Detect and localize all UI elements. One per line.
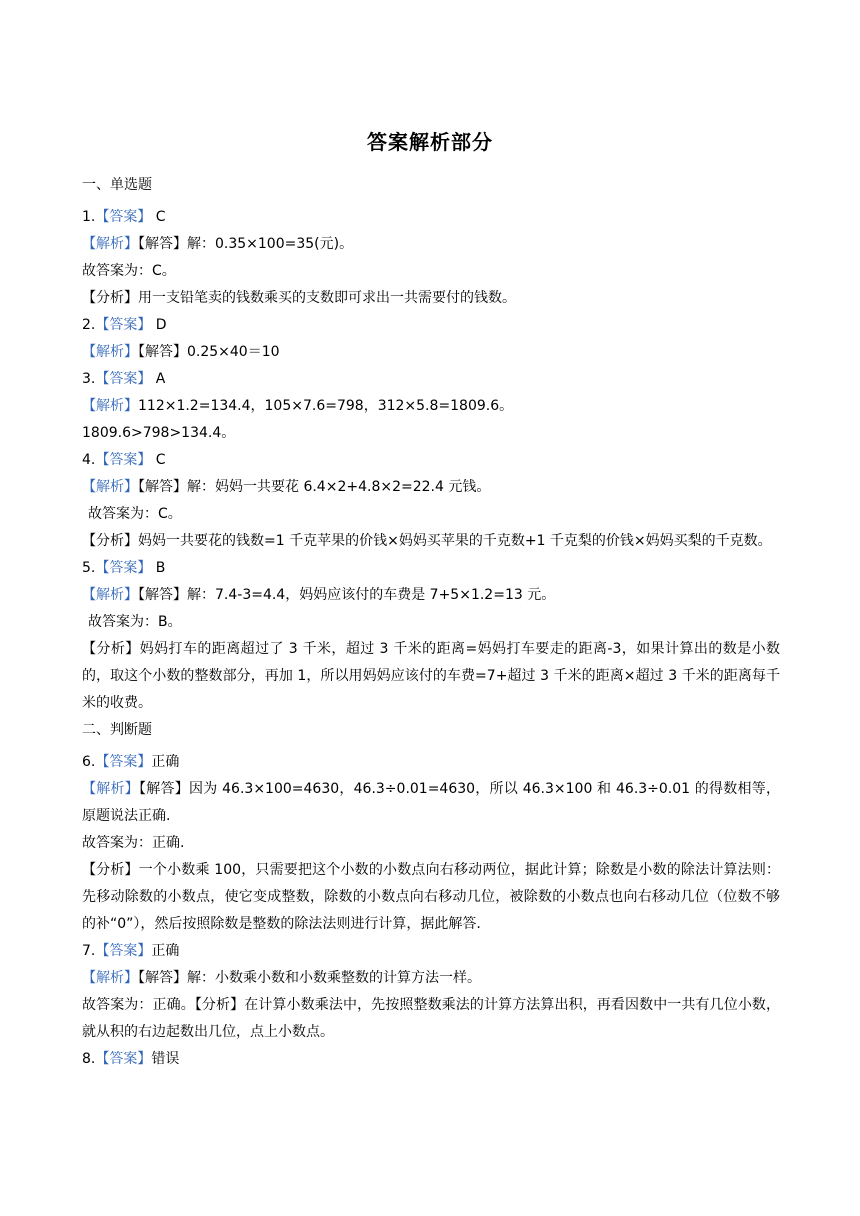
q6-explain-text: 一个小数乘 100，只需要把这个小数的小数点向右移动两位，据此计算；除数是小数的除法计算法则：先移动除数的小数点，使它变成整数，除数的小数点向右移动几位，被除数的小数点也向右移动几位（位数不够的补“0”），然后按照除数是整数的除法法则进行计算，据此解答. (82, 862, 781, 932)
detail-tag: 【解答】 (138, 970, 187, 986)
q4-analysis-text: 解：妈妈一共要花 6.4×2+4.8×2=22.4 元钱。 (187, 479, 491, 495)
analysis-tag: 【解析】 (82, 970, 138, 986)
q2-analysis-text: 0.25×40＝10 (187, 344, 280, 360)
answer-tag: 【答案】 (95, 209, 152, 225)
analysis-tag: 【解析】 (82, 781, 139, 797)
q7-conclusion: 故答案为：正确。 (82, 997, 195, 1013)
q6-explain (82, 857, 780, 938)
q7-analysis-text: 解：小数乘小数和小数乘整数的计算方法一样。 (187, 970, 481, 986)
q4-answer-value: C (151, 452, 166, 468)
answer-tag: 【答案】 (95, 560, 152, 576)
q1-analysis-text: 解：0.35×100=35(元)。 (187, 236, 354, 252)
q4-answer (82, 447, 780, 474)
q7-answer (82, 938, 780, 965)
q3-comparison: 1809.6>798>134.4。 (82, 425, 236, 441)
q1-answer-value: C (151, 209, 166, 225)
q5-number: 5. (82, 560, 96, 576)
answer-tag: 【答案】 (95, 1051, 152, 1067)
detail-tag: 【解答】 (138, 587, 187, 603)
q6-analysis (82, 776, 780, 830)
q3-answer-value: A (151, 371, 166, 387)
answer-tag: 【答案】 (95, 317, 152, 333)
q2-analysis (82, 339, 780, 366)
answer-tag: 【答案】 (95, 452, 152, 468)
q7-answer-value: 正确 (151, 943, 180, 959)
q6-answer-value: 正确 (151, 754, 180, 770)
page-title: 答案解析部分 (367, 130, 493, 154)
q3-answer (82, 366, 780, 393)
q4-analysis (82, 474, 780, 501)
section-heading-single-choice: 一、单选题 (82, 177, 152, 193)
q5-answer (82, 555, 780, 582)
q8-number: 8. (82, 1051, 96, 1067)
q2-answer-value: D (151, 317, 167, 333)
q4-number: 4. (82, 452, 96, 468)
answer-content (82, 172, 780, 1073)
detail-tag: 【解答】 (138, 479, 187, 495)
detail-tag: 【解答】 (138, 781, 189, 797)
analysis-tag: 【解析】 (82, 398, 138, 414)
q1-number: 1. (82, 209, 96, 225)
fenxi-tag: 【分析】 (82, 641, 140, 657)
answer-tag: 【答案】 (95, 371, 152, 387)
section-heading-true-false: 二、判断题 (82, 722, 152, 738)
q5-explain-text: 妈妈打车的距离超过了 3 千米，超过 3 千米的距离=妈妈打车要走的距离-3，如果计算出的数是小数的，取这个小数的整数部分，再加 1，所以用妈妈应该付的车费=7+超过 3 千米的距离×超过 3 千米的距离每千米的收费。 (82, 641, 781, 711)
analysis-tag: 【解析】 (82, 344, 138, 360)
q1-explain-text: 用一支铅笔卖的钱数乘买的支数即可求出一共需要付的钱数。 (138, 290, 516, 306)
fenxi-tag: 【分析】 (194, 997, 245, 1013)
q4-conclusion: 故答案为：C。 (88, 506, 182, 522)
analysis-tag: 【解析】 (82, 479, 138, 495)
q7-explain-text: 在计算小数乘法中，先按照整数乘法的计算方法算出积，再看因数中一共有几位小数，就从积的右边起数出几位，点上小数点。 (82, 997, 781, 1040)
q5-analysis-text: 解：7.4-3=4.4，妈妈应该付的车费是 7+5×1.2=13 元。 (187, 587, 556, 603)
q8-answer (82, 1046, 780, 1073)
q7-number: 7. (82, 943, 96, 959)
q5-conclusion: 故答案为：B。 (88, 614, 182, 630)
q7-analysis (82, 965, 780, 992)
q3-number: 3. (82, 371, 96, 387)
q1-conclusion: 故答案为：C。 (82, 263, 176, 279)
q1-analysis (82, 231, 780, 258)
detail-tag: 【解答】 (138, 236, 187, 252)
q3-analysis-text: 112×1.2=134.4，105×7.6=798，312×5.8=1809.6。 (138, 398, 514, 414)
q7-explain (82, 992, 780, 1046)
answer-tag: 【答案】 (95, 754, 152, 770)
q5-analysis (82, 582, 780, 609)
q5-explain (82, 636, 780, 717)
q5-answer-value: B (151, 560, 166, 576)
q3-analysis (82, 393, 780, 420)
fenxi-tag: 【分析】 (82, 533, 138, 549)
q6-number: 6. (82, 754, 96, 770)
q8-answer-value: 错误 (151, 1051, 180, 1067)
q6-answer (82, 749, 780, 776)
q6-conclusion: 故答案为：正确. (82, 835, 185, 851)
fenxi-tag: 【分析】 (82, 862, 139, 878)
q6-analysis-text: 因为 46.3×100=4630，46.3÷0.01=4630，所以 46.3×100 和 46.3÷0.01 的得数相等，原题说法正确. (82, 781, 780, 824)
q4-explain (82, 528, 780, 555)
fenxi-tag: 【分析】 (82, 290, 138, 306)
q1-explain (82, 285, 780, 312)
q2-number: 2. (82, 317, 96, 333)
detail-tag: 【解答】 (138, 344, 187, 360)
analysis-tag: 【解析】 (82, 236, 138, 252)
analysis-tag: 【解析】 (82, 587, 138, 603)
answer-tag: 【答案】 (95, 943, 152, 959)
q4-explain-text: 妈妈一共要花的钱数=1 千克苹果的价钱×妈妈买苹果的千克数+1 千克梨的价钱×妈妈买梨的千克数。 (138, 533, 772, 549)
q1-answer (82, 204, 780, 231)
q2-answer (82, 312, 780, 339)
